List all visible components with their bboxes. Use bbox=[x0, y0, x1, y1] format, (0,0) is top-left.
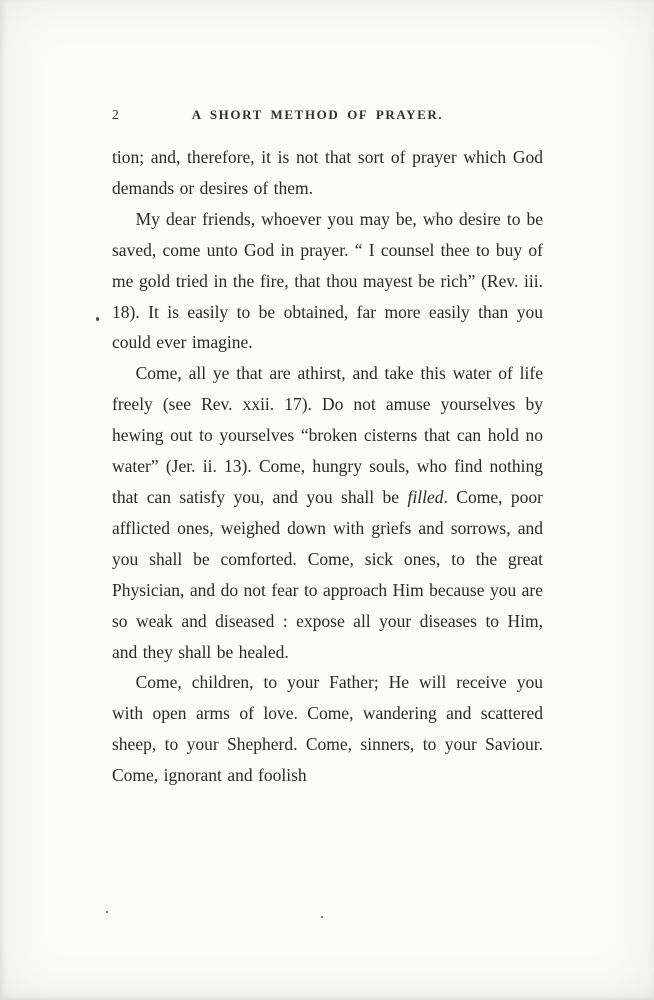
running-title: A SHORT METHOD OF PRAYER. bbox=[191, 107, 444, 122]
page-number: 2 bbox=[112, 107, 119, 122]
paragraph-continuation: tion; and, therefore, it is not that sort of prayer which God demands or desires of them. bbox=[112, 147, 543, 198]
paragraph-text: . Come, poor afflicted ones, weighed down with griefs and sorrows, and you shall be comforted. Come, sick ones, to the great Physician, and do not fear to approach Him because you are so weak and diseased : expose all your diseases to Him, and they shall be healed. bbox=[112, 486, 544, 662]
paragraph-text: Come, all ye that are athirst, and take this water of life freely (see Rev. xxii. 17). Do not amuse yourselves by hewing out to yourselves “broken cisterns that can hold no water” (Jer. ii. 13). Come, hungry souls, who find nothing that can satisfy you, and you shall be bbox=[112, 363, 543, 507]
page-header bbox=[112, 107, 543, 123]
paragraph bbox=[112, 358, 543, 667]
ink-speck bbox=[96, 317, 99, 321]
paragraph: My dear friends, whoever you may be, who desire to be saved, come unto God in prayer. “ I counsel thee to buy of me gold tried in the fire, that thou mayest be rich” (Rev. iii. 18). It is easily to be obtained, far more easily than you could ever imagine. bbox=[112, 208, 543, 353]
italic-word: filled bbox=[407, 486, 444, 507]
ink-speck bbox=[106, 911, 108, 913]
body-text bbox=[112, 142, 543, 791]
ink-speck bbox=[321, 916, 323, 918]
paragraph: Come, children, to your Father; He will receive you with open arms of love. Come, wandering and scattered sheep, to your Shepherd. Come, sinners, to your Saviour. Come, ignorant and foolish bbox=[112, 672, 543, 786]
